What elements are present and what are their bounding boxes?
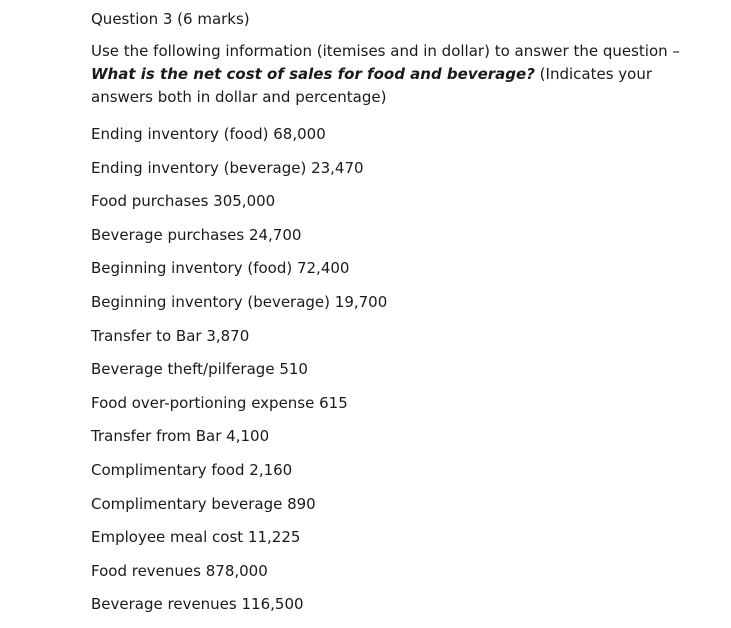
list-item: Complimentary beverage 890 xyxy=(91,494,316,513)
question-intro xyxy=(91,40,701,109)
item-list xyxy=(91,124,711,614)
intro-instruction: (Indicates your answers both in dollar and percentage) xyxy=(91,65,653,106)
intro-text: Use the following information (itemises and in dollar) to answer the question – xyxy=(91,42,680,60)
list-item: Transfer from Bar 4,100 xyxy=(91,427,270,446)
list-item: Ending inventory (food) 68,000 xyxy=(91,125,326,143)
list-item: Complimentary food 2,160 xyxy=(91,460,293,479)
list-item: Beginning inventory (food) 72,400 xyxy=(91,259,350,278)
list-item: Transfer to Bar 3,870 xyxy=(91,326,250,345)
list-item: Food over-portioning expense 615 xyxy=(91,393,348,412)
list-item: Ending inventory (beverage) 23,470 xyxy=(91,158,364,177)
question-heading: Question 3 (6 marks) xyxy=(91,10,250,28)
list-item: Food revenues 878,000 xyxy=(91,561,268,580)
list-item: Employee meal cost 11,225 xyxy=(91,528,301,547)
list-item: Beverage theft/pilferage 510 xyxy=(91,360,308,379)
intro-question-emphasis: What is the net cost of sales for food and beverage? xyxy=(91,65,535,83)
list-item: Beverage purchases 24,700 xyxy=(91,225,302,244)
list-item: Food purchases 305,000 xyxy=(91,192,276,211)
list-item: Beginning inventory (beverage) 19,700 xyxy=(91,292,388,311)
document-page xyxy=(91,0,711,628)
list-item: Beverage revenues 116,500 xyxy=(91,595,304,614)
